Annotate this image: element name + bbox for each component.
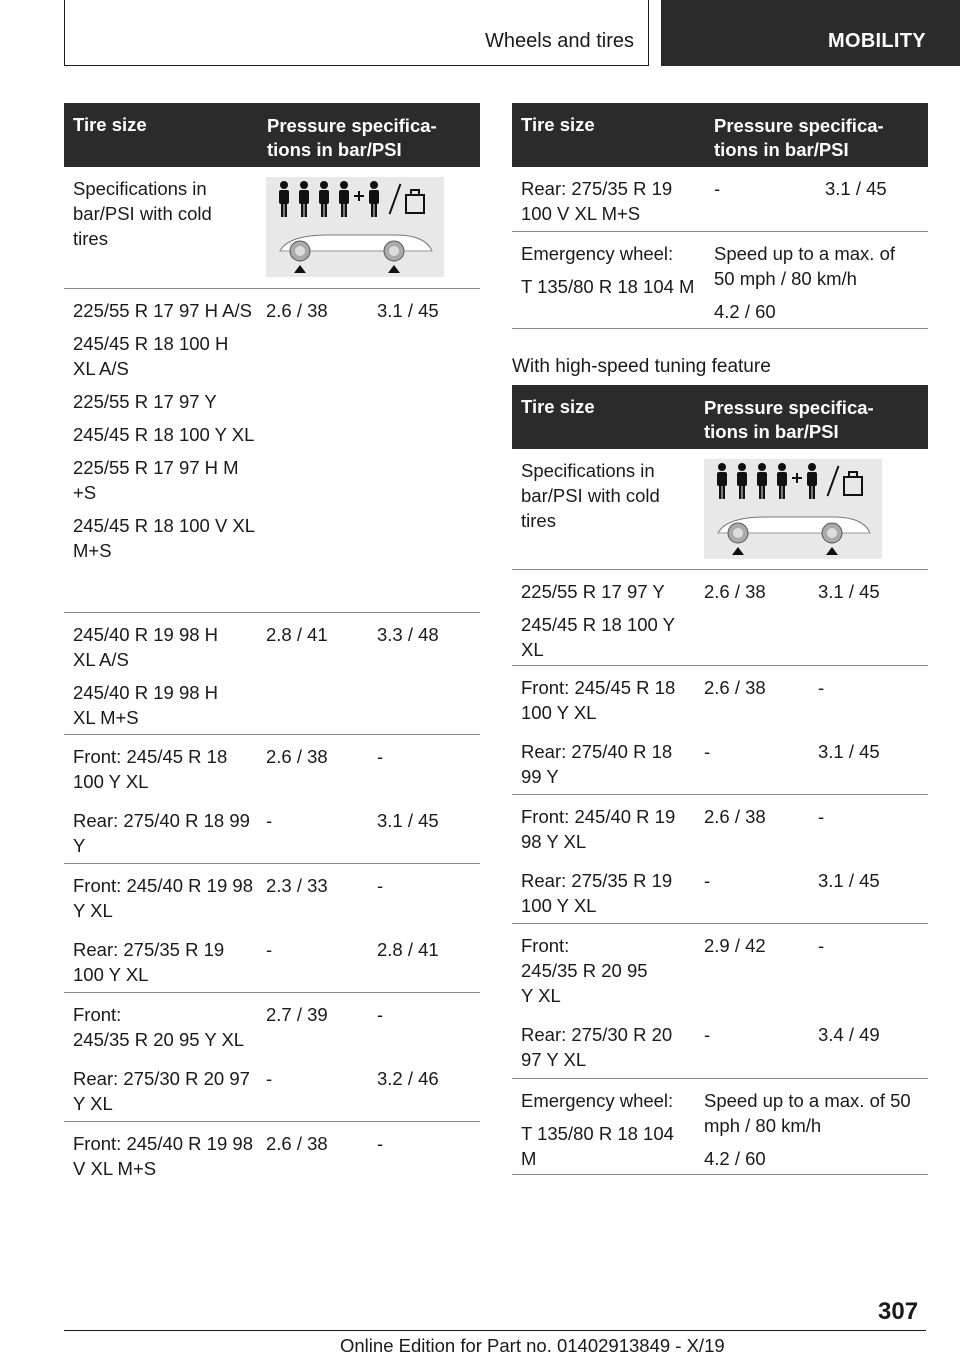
pressure-normal: -	[266, 939, 273, 960]
col-header-pressure-line2: tions in bar/PSI	[267, 139, 402, 160]
col-header-tire-size: Tire size	[521, 396, 595, 417]
tire-size-line: Emergency wheel:	[521, 243, 674, 264]
table-row	[512, 449, 928, 570]
spec-note-line: tires	[521, 510, 556, 531]
tire-size-line: T 135/80 R 18 104 M	[521, 276, 695, 297]
pressure-normal: -	[266, 1068, 273, 1089]
left-tire-table	[64, 103, 480, 1192]
tire-size-line: Front:	[73, 1004, 122, 1025]
pressure-normal: -	[704, 1024, 711, 1045]
tire-size-rear: Rear: 275/30 R 20 97 Y XL	[521, 1024, 673, 1070]
col-header-pressure-line1: Pressure specifica-	[704, 397, 874, 418]
pressure-normal: 2.6 / 38	[704, 806, 766, 827]
tire-size: 245/40 R 19 98 H XL A/S	[73, 624, 219, 670]
col-header-pressure	[267, 114, 467, 162]
pressure-full-load: -	[818, 677, 825, 698]
pressure-full-load: -	[818, 806, 825, 827]
tire-size-line: Front:	[521, 935, 570, 956]
col-header-tire-size: Tire size	[73, 114, 147, 135]
table-row	[512, 1079, 928, 1175]
table-row	[512, 666, 928, 795]
table-row	[512, 795, 928, 924]
header-section-title: Wheels and tires	[485, 30, 634, 52]
tire-size-list	[73, 622, 243, 738]
tire-size-front: Front: 245/45 R 18 100 Y XL	[521, 677, 676, 723]
table-header	[64, 103, 480, 167]
pressure-normal: 2.7 / 39	[266, 1004, 328, 1025]
pressure-normal: 2.8 / 41	[266, 624, 328, 645]
col-header-pressure-line1: Pressure specifica-	[714, 115, 884, 136]
pressure-full-load: 3.3 / 48	[377, 624, 439, 645]
emergency-wheel-size	[521, 1088, 693, 1171]
table-row	[64, 735, 480, 864]
tire-size-rear: Rear: 275/40 R 18 99 Y	[521, 741, 673, 787]
tire-size-rear: Rear: 275/35 R 19 100 V XL M+S	[521, 178, 673, 224]
pressure-normal: 2.6 / 38	[704, 677, 766, 698]
spec-note-line: tires	[73, 228, 108, 249]
tire-size: 245/45 R 18 100 V XL M+S	[73, 515, 255, 561]
spec-note	[521, 458, 681, 533]
pressure-value: 4.2 / 60	[714, 301, 776, 322]
emergency-wheel-size	[521, 241, 701, 299]
pressure-full-load: 3.4 / 49	[818, 1024, 880, 1045]
header-chapter-box	[661, 0, 960, 66]
spec-note	[73, 176, 233, 251]
tire-size-rear: Rear: 275/30 R 20 97 Y XL	[73, 1068, 250, 1114]
table-row	[64, 613, 480, 735]
table-row	[64, 864, 480, 993]
tire-size: 245/45 R 18 100 Y XL	[521, 614, 675, 660]
header-chapter-title: MOBILITY	[828, 30, 926, 52]
load-diagram-icon	[704, 459, 882, 559]
tire-size-rear: Rear: 275/40 R 18 99 Y	[73, 810, 250, 856]
pressure-normal: 2.9 / 42	[704, 935, 766, 956]
footer-divider	[64, 1330, 926, 1331]
tire-size-line: 245/35 R 20 95	[521, 960, 648, 981]
table-row	[512, 570, 928, 666]
tire-size-front: Front: 245/40 R 19 98 Y XL	[73, 875, 253, 921]
emergency-wheel-note	[704, 1088, 914, 1171]
tire-size-front	[73, 1002, 273, 1052]
right-top-tire-table	[512, 103, 928, 329]
pressure-full-load: 3.1 / 45	[818, 870, 880, 891]
pressure-normal: -	[714, 178, 721, 199]
table-row	[512, 232, 928, 329]
pressure-full-load: -	[377, 875, 384, 896]
table-row	[64, 167, 480, 289]
spec-note-line: bar/PSI with cold	[73, 203, 212, 224]
section-caption: With high-speed tuning feature	[512, 356, 771, 377]
tire-size-front	[521, 933, 693, 1008]
table-row	[64, 289, 480, 613]
tire-size-front: Front: 245/40 R 19 98 Y XL	[521, 806, 676, 852]
tire-size: 225/55 R 17 97 Y	[521, 581, 665, 602]
car-load-diagram	[704, 459, 882, 559]
tire-size: 225/55 R 17 97 Y	[73, 391, 217, 412]
pressure-full-load: 2.8 / 41	[377, 939, 439, 960]
page-number: 307	[878, 1298, 919, 1325]
col-header-pressure	[704, 396, 904, 444]
col-header-pressure	[714, 114, 914, 162]
table-header	[512, 385, 928, 449]
tire-size-front: Front: 245/40 R 19 98 V XL M+S	[73, 1133, 253, 1179]
table-row	[512, 167, 928, 232]
emergency-wheel-note	[714, 241, 914, 324]
pressure-full-load: 3.1 / 45	[377, 300, 439, 321]
spec-note-line: Specifications in	[521, 460, 655, 481]
tire-size: 245/45 R 18 100 Y XL	[73, 424, 255, 445]
pressure-full-load: 3.1 / 45	[818, 581, 880, 602]
tire-size-rear: Rear: 275/35 R 19 100 Y XL	[73, 939, 225, 985]
pressure-full-load: 3.1 / 45	[377, 810, 439, 831]
col-header-tire-size: Tire size	[521, 114, 595, 135]
pressure-normal: -	[704, 741, 711, 762]
pressure-normal: -	[266, 810, 273, 831]
spec-note-line: Specifications in	[73, 178, 207, 199]
tire-size-line: Emergency wheel:	[521, 1090, 674, 1111]
pressure-normal: 2.6 / 38	[266, 1133, 328, 1154]
col-header-pressure-line2: tions in bar/PSI	[704, 421, 839, 442]
pressure-normal: 2.6 / 38	[266, 300, 328, 321]
tire-size: 245/45 R 18 100 H XL A/S	[73, 333, 229, 379]
table-header	[512, 103, 928, 167]
speed-limit-note: Speed up to a max. of 50 mph / 80 km/h	[714, 243, 896, 289]
pressure-normal: 2.3 / 33	[266, 875, 328, 896]
right-bottom-tire-table	[512, 385, 928, 1175]
load-diagram-icon	[266, 177, 444, 277]
pressure-normal: -	[704, 870, 711, 891]
tire-size: 245/40 R 19 98 H XL M+S	[73, 682, 219, 728]
tire-size-list	[521, 579, 691, 662]
table-row	[64, 993, 480, 1122]
pressure-full-load: -	[377, 746, 384, 767]
pressure-full-load: 3.1 / 45	[825, 178, 887, 199]
table-row	[512, 924, 928, 1079]
spec-note-line: bar/PSI with cold	[521, 485, 660, 506]
table-row	[64, 1122, 480, 1192]
tire-size-list	[73, 298, 255, 571]
footer-edition: Online Edition for Part no. 01402913849 - X/19	[340, 1335, 725, 1356]
tire-size-front: Front: 245/45 R 18 100 Y XL	[73, 746, 228, 792]
pressure-normal: 2.6 / 38	[704, 581, 766, 602]
tire-size-line: Y XL	[521, 985, 561, 1006]
tire-size: 225/55 R 17 97 H M +S	[73, 457, 239, 503]
pressure-full-load: 3.1 / 45	[818, 741, 880, 762]
car-load-diagram	[266, 177, 444, 277]
tire-size: 225/55 R 17 97 H A/S	[73, 300, 252, 321]
pressure-normal: 2.6 / 38	[266, 746, 328, 767]
pressure-full-load: -	[818, 935, 825, 956]
tire-size-line: 245/35 R 20 95 Y XL	[73, 1029, 245, 1050]
col-header-pressure-line2: tions in bar/PSI	[714, 139, 849, 160]
pressure-full-load: 3.2 / 46	[377, 1068, 439, 1089]
header-section-box	[64, 0, 649, 66]
pressure-value: 4.2 / 60	[704, 1148, 766, 1169]
tire-size-line: T 135/80 R 18 104 M	[521, 1123, 674, 1169]
col-header-pressure-line1: Pressure specifica-	[267, 115, 437, 136]
pressure-full-load: -	[377, 1133, 384, 1154]
speed-limit-note: Speed up to a max. of 50 mph / 80 km/h	[704, 1090, 911, 1136]
pressure-full-load: -	[377, 1004, 384, 1025]
tire-size-rear: Rear: 275/35 R 19 100 Y XL	[521, 870, 673, 916]
